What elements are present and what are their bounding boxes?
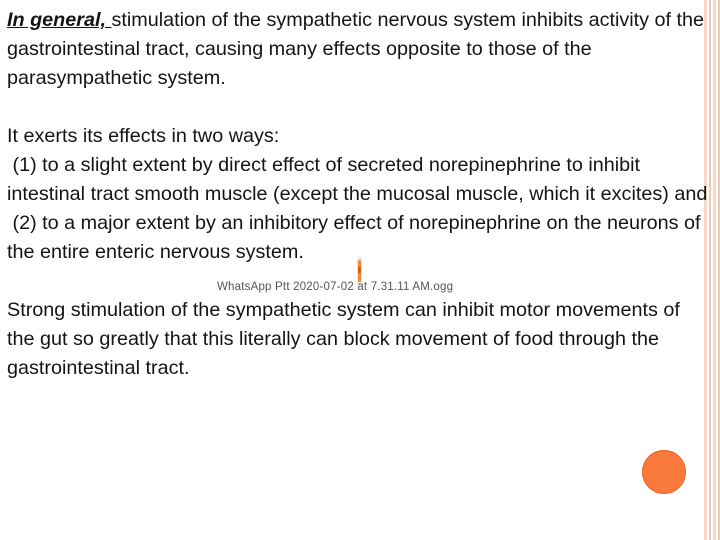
point-one: (1) to a slight extent by direct effect of secreted norepinephrine to inhibit intestinal tract smooth muscle (except the mucosal muscle, which it excites) and xyxy=(7,154,708,205)
orange-circle-icon[interactable] xyxy=(642,450,686,494)
point-two: (2) to a major extent by an inhibitory effect of norepinephrine on the neurons of the entire enteric nervous system. xyxy=(7,212,701,263)
audio-caption[interactable]: WhatsApp Ptt 2020-07-02 at 7.31.11 AM.ogg xyxy=(217,281,454,293)
paragraph-general xyxy=(7,6,710,93)
paragraph-two-ways-intro: It exerts its effects in two ways: xyxy=(7,125,280,147)
paragraph-general-text: stimulation of the sympathetic nervous system inhibits activity of the gastrointestinal tract, causing many effects opposite to those of the parasympathetic system. xyxy=(7,9,705,89)
slide-body xyxy=(7,6,710,383)
lead-phrase: In general, xyxy=(7,9,112,31)
paragraph-strong-stimulation: Strong stimulation of the sympathetic system can inhibit motor movements of the gut so greatly that this literally can block movement of food through the gastrointestinal tract. xyxy=(7,299,680,379)
